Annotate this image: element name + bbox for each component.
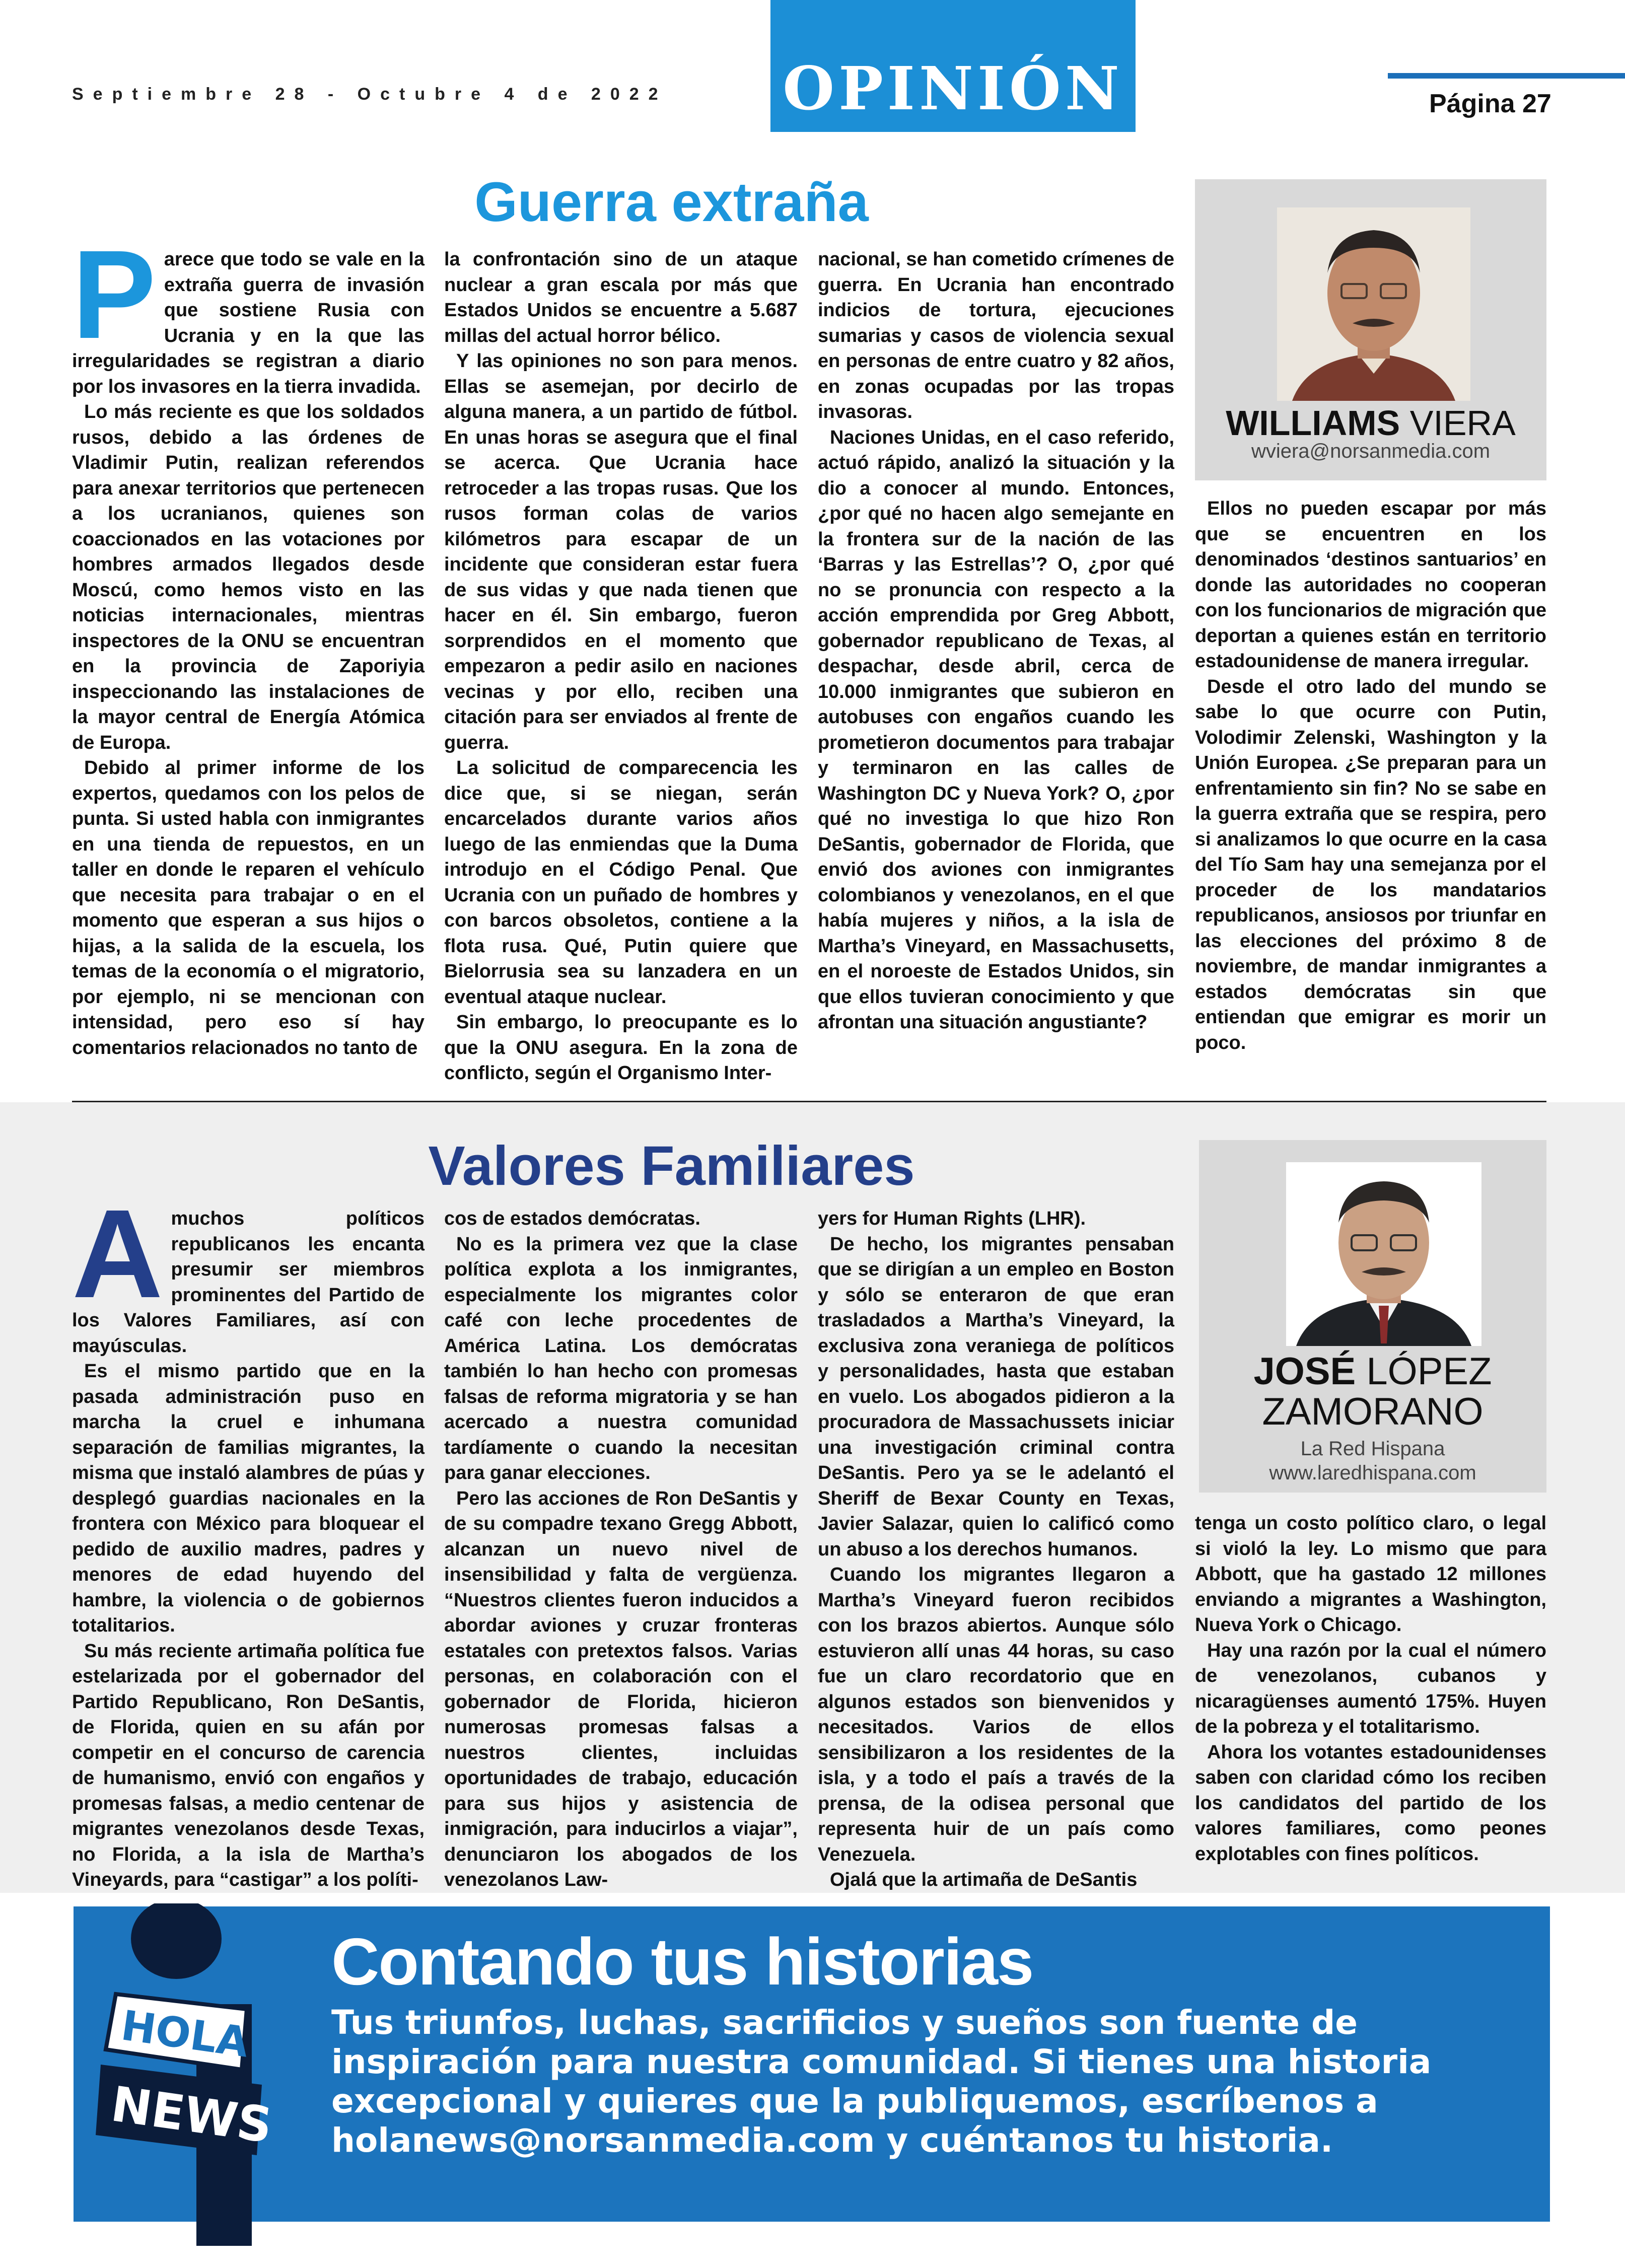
author-org: La Red Hispana (1300, 1438, 1445, 1460)
article-2-headline: Valores Familiares (428, 1135, 915, 1197)
paragraph: tenga un costo político claro, o legal si violó la ley. Lo mismo que para Abbott, que ha gastado 12 millones enviando a migrantes a Washington, Nueva York o Chicago. (1195, 1513, 1546, 1636)
article-2-column-2 (444, 1206, 798, 1893)
paragraph: muchos políticos republicanos les encanta presumir ser miembros prominentes del Partido de los Valores Familiares, así con mayúsculas. (72, 1208, 425, 1357)
paragraph: La solicitud de comparecencia les dice que, si se niegan, serán encarcelados durante varios años luego de las enmiendas que la Duma introdujo en el Código Penal. Que Ucrania con un puñado de hombres y con barcos obsoletos, contiene a la flota rusa. Qué, Putin quiere que Bielorrusia sea su lanzadera en un eventual ataque nuclear. (444, 757, 798, 1008)
paragraph: Ojalá que la artimaña de DeSantis (830, 1869, 1138, 1890)
article-2-column-4 (1195, 1511, 1546, 1867)
paragraph: Ellos no pueden escapar por más que se encuentren en los denominados ‘destinos santuarios’ en donde las autoridades no cooperan con los funcionarios de migración que deportan a quienes están en territorio estadounidense de manera irregular. (1195, 498, 1546, 672)
issue-date: Septiembre 28 - Octubre 4 de 2022 (72, 85, 668, 104)
paragraph: Ahora los votantes estadounidenses saben con claridad cómo los reciben los candidatos del partido de los valores familiares, como peones explotables con fines políticos. (1195, 1741, 1546, 1865)
banner-body: Tus triunfos, luchas, sacrificios y sueños son fuente de inspiración para nuestra comunidad. Si tienes una historia excepcional y quieres que la publiquemos, escríbenos a holanews@norsanmedia.com y cuéntanos tu historia. (331, 2003, 1432, 2160)
paragraph: Naciones Unidas, en el caso referido, actuó rápido, analizó la situación y la dio a conocer al mundo. Entonces, ¿por qué no hacen algo semejante en la frontera sur de la nación de las ‘Barras y las Estrellas’? O, ¿por qué no se pronuncia con respecto a la acción emprendida por Greg Abbott, gobernador republicano de Texas, al despachar, desde abril, cerca de 10.000 inmigrantes que subieron en autobuses con engaños cuando les prometieron documentos para trabajar y terminaron en las calles de Washington DC y Nueva York? O, ¿por qué no investiga lo que hizo Ron DeSantis, gobernador de Florida, que envió dos aviones con inmigrantes colombianos y venezolanos, en el que había mujeres y niños, a la isla de Martha’s Vineyard, en Massachusetts, en el noroeste de Estados Unidos, sin que ellos tuvieran conocimiento y que afrontan una situación angustiante? (818, 427, 1174, 1033)
paragraph: la confrontación sino de un ataque nuclear a gran escala por más que Estados Unidos se encuentre a 5.687 millas del actual horror bélico. (444, 249, 798, 346)
paragraph: Es el mismo partido que en la pasada administración puso en marcha la cruel e inhumana separación de familias migrantes, la misma que instaló alambres de púas y desplegó guardias nacionales en la frontera con México para bloquear el pedido de auxilio madres, padres y menores de edad huyendo del hambre, la violencia o de gobiernos totalitarios. (72, 1361, 425, 1636)
paragraph: Sin embargo, lo preocupante es lo que la ONU asegura. En la zona de conflicto, según el Organismo Inter- (444, 1012, 798, 1084)
paragraph: Su más reciente artimaña política fue estelarizada por el gobernador del Partido Republicano, Ron DeSantis, de Florida, quien en su afán por competir en el concurso de carencia de humanismo, envió con engaños y promesas falsas, a medio centenar de migrantes venezolanos desde Texas, no Florida, a la isla de Martha’s Vineyards, para “castigar” a los políti- (72, 1640, 425, 1890)
paragraph: Debido al primer informe de los expertos, quedamos con los pelos de punta. Si usted habla con inmigrantes en una tienda de repuestos, en un taller en donde le reparen el vehículo que necesita para trabajar o en el momento que esperan a sus hijos o hijas, a la salida de la escuela, los temas de la economía o el migratorio, por ejemplo, ni se mencionan con intensidad, pero eso sí hay comentarios relacionados no tanto de (72, 757, 425, 1058)
paragraph: Desde el otro lado del mundo se sabe lo que ocurre con Putin, Volodimir Zelenski, Washington y la Unión Europea. ¿Se preparan para un enfrentamiento sin fin? No se sabe en la guerra extraña que se respira, pero si analizamos lo que ocurre en la casa del Tío Sam hay una semejanza por el proceder de los mandatarios republicanos, ansiosos por triunfar en las elecciones del próximo 8 de noviembre, de mandar inmigrantes a estados demócratas sin que entiendan que emigrar es morir un poco. (1195, 676, 1546, 1053)
news-logo-text: NEWS (107, 2076, 276, 2154)
article-1-headline: Guerra extraña (474, 171, 869, 233)
hola-logo-text: HOLA (118, 2002, 252, 2067)
article-2-dropcap: A (72, 1183, 163, 1324)
paragraph: Y las opiniones no son para menos. Ellas se asemejan, por decirlo de alguna manera, a un partido de fútbol. En unas horas se asegura que el final se acerca. Que Ucrania hace retroceder a las tropas rusas. Que los rusos forman colas de varios kilómetros para escapar de un incidente que consideran estar fuera de sus vidas y que nada tienen que hacer en él. Sin embargo, fueron sorprendidos en el momento que empezaron a pedir asilo en naciones vecinas y por ello, reciben una citación para ser enviados al frente de guerra. (444, 350, 798, 753)
paragraph: arece que todo se vale en la extraña guerra de invasión que sostiene Rusia con Ucrania y en la que las irregularidades se registran a diario por los invasores en la tierra invadida. (72, 249, 425, 397)
article-1-column-3 (818, 247, 1174, 1035)
article-1-dropcap: P (72, 224, 156, 365)
page-number: Página 27 (1429, 89, 1551, 118)
paragraph: Cuando los migrantes llegaron a Martha’s Vineyard fueron recibidos con los brazos abiertos. Aunque sólo estuvieron allí unas 44 horas, su caso fue un claro recordatorio que en algunos estados son bienvenidos y necesitados. Varios de ellos sensibilizaron a los residentes de la isla, y a todo el país a través de la prensa, de la odisea personal que representa huir de un país como Venezuela. (818, 1564, 1174, 1865)
paragraph: Pero las acciones de Ron DeSantis y de su compadre texano Gregg Abbott, alcanzan un nuevo nivel de insensibilidad y falta de vergüenza. “Nuestros clientes fueron inducidos a abordar aviones y cruzar fronteras estatales con pretextos falsos. Varias personas, en colaboración con el gobernador de Florida, hicieron numerosas promesas falsas a nuestros clientes, incluidas oportunidades de trabajo, educación para sus hijos y asistencia de inmigración, para inducirlos a viajar”, denunciaron los abogados de los venezolanos Law- (444, 1487, 798, 1890)
paragraph: cos de estados demócratas. (444, 1208, 700, 1229)
author-name: JOSÉ LÓPEZ ZAMORANO (1253, 1350, 1492, 1433)
author-photo (1277, 207, 1470, 401)
author-email: wviera@norsanmedia.com (1251, 440, 1491, 462)
article-1-column-4 (1195, 496, 1546, 1055)
author-photo (1286, 1162, 1481, 1346)
paragraph: De hecho, los migrantes pensaban que se dirigían a un empleo en Boston y sólo se enteraron de que eran trasladados a Martha’s Vineyard, la exclusiva zona veraniega de políticos y personalidades, hasta que estaban en vuelo. Los abogados pidieron a la procuradora de Massachussets iniciar una investigación criminal contra DeSantis. Pero ya se le adelantó el Sheriff de Bexar County en Texas, Javier Salazar, quien lo calificó como un abuso a los derechos humanos. (818, 1233, 1174, 1560)
paragraph: Hay una razón por la cual el número de venezolanos, cubanos y nicaragüenses aumentó 175%. Huyen de la pobreza y el totalitarismo. (1195, 1640, 1546, 1737)
article-2-column-1 (72, 1183, 425, 1893)
paragraph: Lo más reciente es que los soldados rusos, debido a las órdenes de Vladimir Putin, realizan referendos para anexar territorios que pertenecen a los ucranianos, quienes son coaccionados en las votaciones por hombres armados llegados desde Moscú, como hemos visto en las noticias internacionales, mientras inspectores de la ONU se encuentran en la provincia de Zaporiyia inspeccionando las instalaciones de la mayor central de Energía Atómica de Europa. (72, 401, 425, 753)
author-url: www.laredhispana.com (1269, 1462, 1476, 1484)
author-name: WILLIAMS VIERA (1226, 403, 1516, 443)
section-title: OPINIÓN (783, 53, 1123, 123)
divider (72, 1101, 1546, 1102)
paragraph: No es la primera vez que la clase política explota a los inmigrantes, especialmente los migrantes color café con leche procedentes de América Latina. Los demócratas también lo han hecho con promesas falsas de reforma migratoria y se han acercado a nuestra comunidad tardíamente o cuando la necesitan para ganar elecciones. (444, 1233, 798, 1483)
banner-title: Contando tus historias (331, 1925, 1033, 1999)
page-rule (1388, 73, 1625, 79)
article-1-column-2 (444, 247, 798, 1086)
microphone-icon (96, 1903, 337, 2246)
article-2-column-3 (818, 1206, 1174, 1893)
paragraph: nacional, se han cometido crímenes de guerra. En Ucrania han encontrado indicios de tortura, ejecuciones sumarias y casos de violencia sexual en personas de entre cuatro y 82 años, en zonas ocupadas por las tropas invasoras. (818, 249, 1174, 422)
paragraph: yers for Human Rights (LHR). (818, 1208, 1086, 1229)
article-1-column-1 (72, 224, 425, 1060)
